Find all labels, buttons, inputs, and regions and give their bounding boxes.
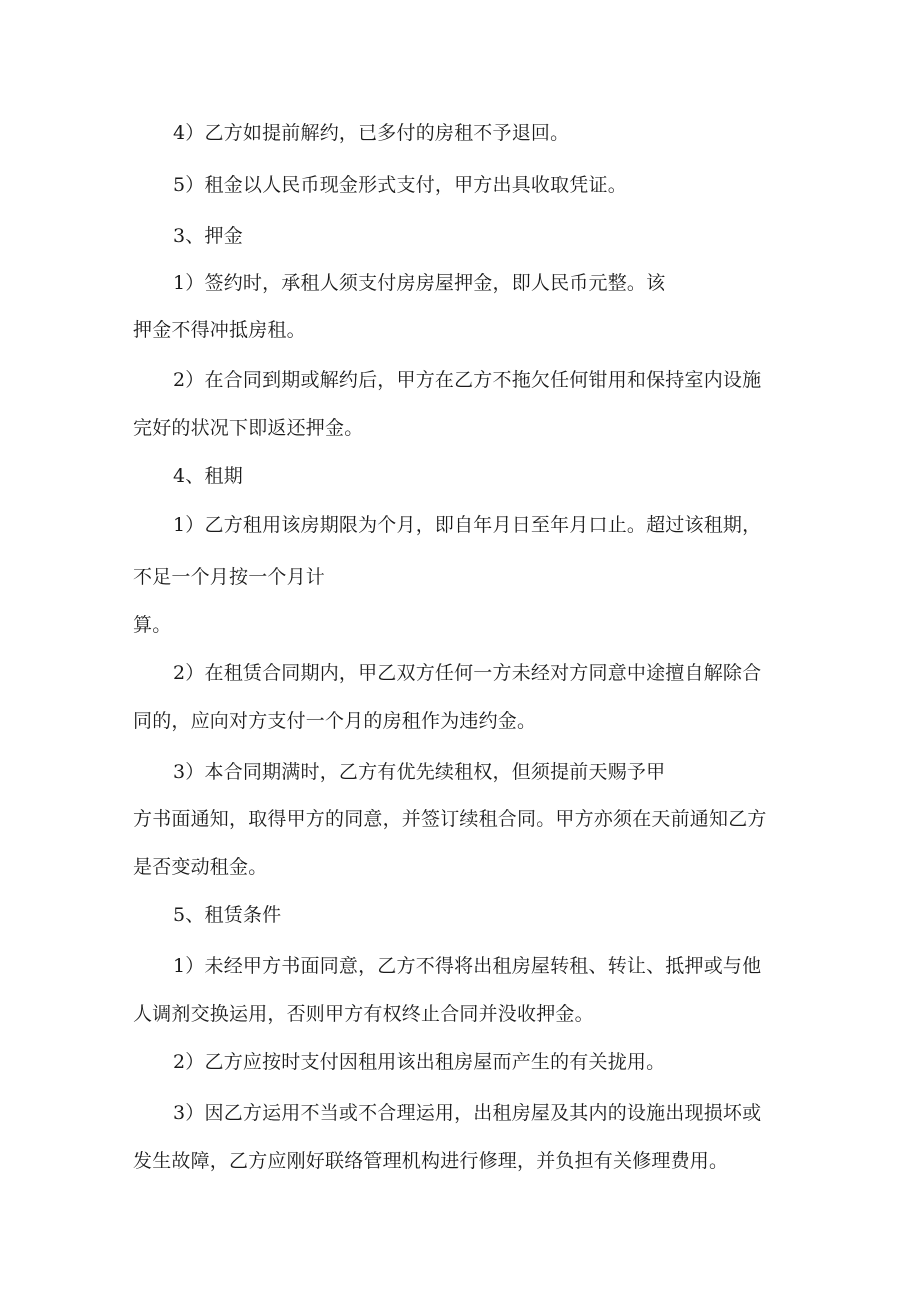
- clause-4-3-renewal-line-2: 方书面通知，取得甲方的同意，并签订续租合同。甲方亦须在天前通知乙方: [133, 808, 767, 830]
- section-3-heading: 3、押金: [173, 225, 243, 247]
- clause-3-2-deposit-line-2: 完好的状况下即返还押金。: [133, 417, 364, 439]
- clause-3-1-deposit-line-2: 押金不得冲抵房租。: [133, 319, 306, 341]
- clause-4-1-term-line-2: 不足一个月按一个月计: [133, 566, 326, 588]
- clause-4-5-payment-form: 5）租金以人民币现金形式支付，甲方出具收取凭证。: [173, 174, 627, 196]
- clause-5-2-fees: 2）乙方应按时支付因租用该出租房屋而产生的有关拢用。: [173, 1051, 666, 1073]
- clause-5-1-sublet-line-2: 人调剂交换运用，否则甲方有权终止合同并没收押金。: [133, 1003, 594, 1025]
- clause-4-2-penalty-line-2: 同的，应向对方支付一个月的房租作为违约金。: [133, 710, 537, 732]
- clause-4-3-renewal-line-3: 是否变动租金。: [133, 856, 268, 878]
- clause-4-3-renewal-line-1: 3）本合同期满时，乙方有优先续租权，但须提前天赐予甲: [173, 761, 666, 783]
- clause-5-3-repair-line-2: 发生故障，乙方应刚好联络管理机构进行修理，并负担有关修理费用。: [133, 1150, 729, 1172]
- clause-4-2-penalty-line-1: 2）在租赁合同期内，甲乙双方任何一方未经对方同意中途擅自解除合: [173, 662, 762, 684]
- clause-3-2-deposit-line-1: 2）在合同到期或解约后，甲方在乙方不拖欠任何钳用和保持室内设施: [173, 369, 762, 391]
- section-4-heading: 4、租期: [173, 465, 243, 487]
- clause-4-1-term-line-3: 算。: [133, 614, 172, 636]
- clause-4-1-term-line-1: 1）乙方租用该房期限为个月，即自年月日至年月口止。超过该租期，: [173, 514, 762, 536]
- clause-3-1-deposit-line-1: 1）签约时，承租人须支付房房屋押金，即人民币元整。该: [173, 272, 666, 294]
- clause-5-3-repair-line-1: 3）因乙方运用不当或不合理运用，出租房屋及其内的设施出现损坏或: [173, 1102, 762, 1124]
- clause-4-4-early-termination: 4）乙方如提前解约，已多付的房租不予退回。: [173, 122, 570, 144]
- clause-5-1-sublet-line-1: 1）未经甲方书面同意，乙方不得将出租房屋转租、转让、抵押或与他: [173, 955, 762, 977]
- section-5-heading: 5、租赁条件: [173, 904, 282, 926]
